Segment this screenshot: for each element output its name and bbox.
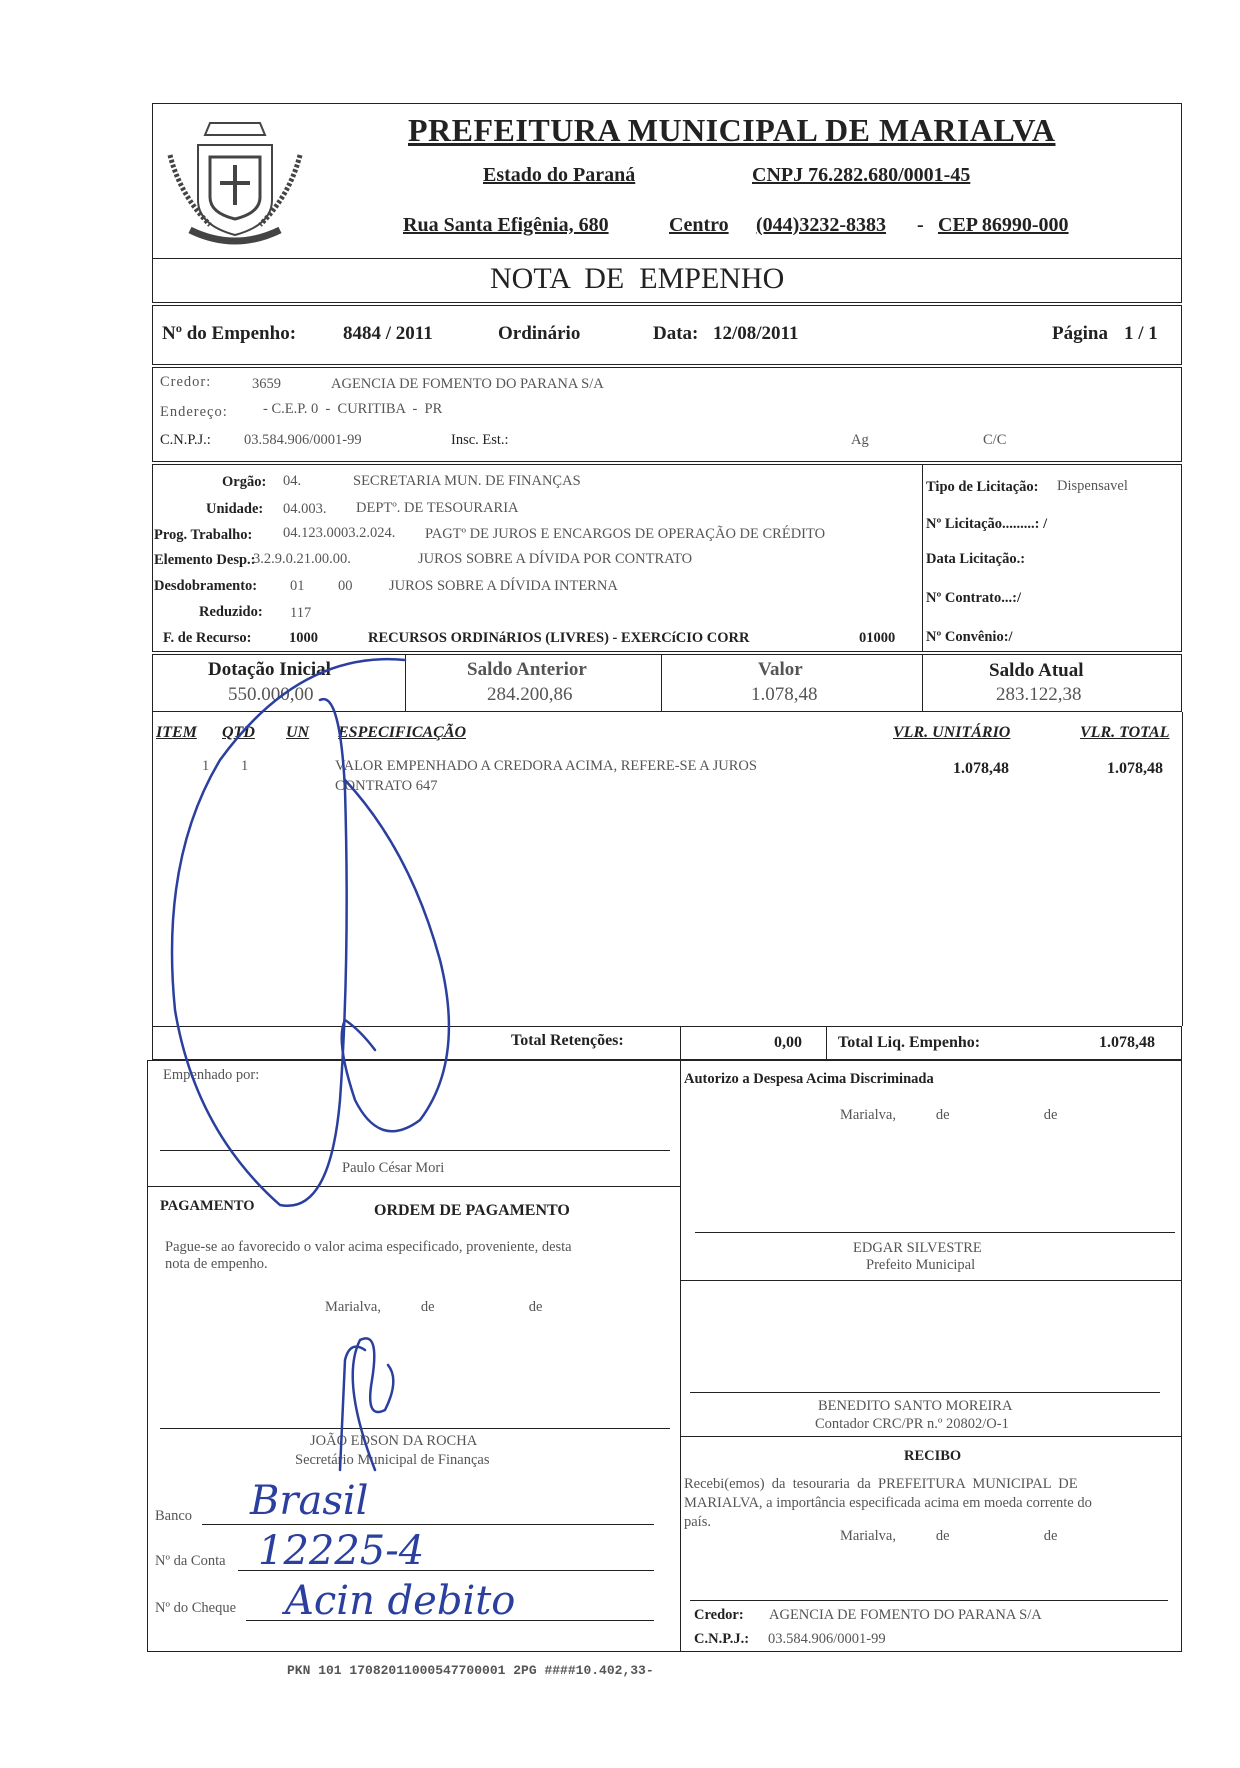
mayor-section-divider [680,1280,1182,1281]
banco-handwritten: Brasil [250,1478,369,1524]
recibo-place-date: Marialva, de de [840,1528,1058,1544]
elemento-label: Elemento Desp.: [154,552,256,568]
document-type-title: NOTA DE EMPENHO [490,262,785,295]
recibo-line-2: MARIALVA, a importância especificada acima em moeda corrente do [684,1495,1092,1511]
elemento-name: JUROS SOBRE A DÍVIDA POR CONTRATO [418,551,693,567]
reduzido-label: Reduzido: [199,604,263,620]
page-number: 1 / 1 [1124,323,1158,344]
orgao-name: SECRETARIA MUN. DE FINANÇAS [353,473,581,489]
date-label: Data: [653,323,699,344]
pagamento-place-date: Marialva, de de [325,1299,543,1315]
banco-line [202,1524,654,1525]
mayor-name: EDGAR SILVESTRE [853,1240,982,1256]
recibo-credor-name: AGENCIA DE FOMENTO DO PARANA S/A [769,1607,1042,1623]
ordem-pagamento-title: ORDEM DE PAGAMENTO [374,1202,570,1219]
total-retencoes-value: 0,00 [774,1034,802,1051]
col-item-header: ITEM [156,724,197,741]
secretary-signature-line [160,1428,670,1429]
empenho-number-label: Nº do Empenho: [162,323,297,344]
footer-code: PKN 101 17082011000547700001 2PG ####10.402,33- [287,1663,654,1678]
row-item: 1 [202,758,210,774]
cc-label: C/C [983,432,1007,448]
saldo-anterior-value: 284.200,86 [487,684,573,705]
accountant-signature-line [690,1392,1160,1393]
header-divider [152,258,1182,259]
conta-handwritten: 12225-4 [258,1528,425,1574]
credor-label: Credor: [160,374,212,390]
prog-trabalho-label: Prog. Trabalho: [154,527,253,543]
desdobramento-name: JUROS SOBRE A DÍVIDA INTERNA [389,578,618,594]
empenho-number: 8484 / 2011 [343,323,433,344]
credor-address: - C.E.P. 0 - CURITIBA - PR [263,401,443,417]
desdobramento-code1: 01 [290,578,305,594]
dotacao-inicial-label: Dotação Inicial [208,659,331,680]
recibo-cnpj: 03.584.906/0001-99 [768,1631,886,1647]
insc-est-label: Insc. Est.: [451,432,509,448]
desdobramento-label: Desdobramento: [154,578,258,594]
accountant-title: Contador CRC/PR n.º 20802/O-1 [815,1416,1009,1432]
row-spec-line2: CONTRATO 647 [335,778,438,794]
empenho-date: 12/08/2011 [713,323,799,344]
empenho-kind: Ordinário [498,323,581,344]
recibo-title: RECIBO [904,1448,962,1464]
header-street: Rua Santa Efigênia, 680 [403,214,609,236]
reduzido-value: 117 [290,605,312,621]
unidade-name: DEPTº. DE TESOURARIA [356,500,519,516]
mayor-title: Prefeito Municipal [866,1257,976,1273]
numero-contrato-label: Nº Contrato...:/ [926,590,1021,606]
pagamento-label: PAGAMENTO [160,1198,255,1214]
credor-name: AGENCIA DE FOMENTO DO PARANA S/A [331,376,604,392]
recurso-name: RECURSOS ORDINáRIOS (LIVRES) - EXERCíCIO CORR [368,630,750,646]
pagamento-divider [147,1186,680,1187]
items-right-border [1182,712,1183,1026]
col-qtd-header: QTD [222,724,255,741]
saldo-anterior-label: Saldo Anterior [467,659,587,680]
desdobramento-code2: 00 [338,578,353,594]
accountant-name: BENEDITO SANTO MOREIRA [818,1398,1013,1414]
balances-divider-2 [661,654,662,712]
recibo-line-3: país. [684,1514,711,1530]
prog-trabalho-code: 04.123.0003.2.024. [283,525,396,541]
header-phone: (044)3232-8383 [756,214,886,236]
cheque-label: Nº do Cheque [155,1600,237,1616]
totals-box [152,1026,1182,1060]
col-spec-header: ESPECIFICAÇÃO [338,724,467,741]
page-label: Página [1052,323,1108,344]
valor-value: 1.078,48 [751,684,818,705]
secretary-title: Secretário Municipal de Finanças [295,1452,490,1468]
recurso-code: 1000 [289,630,318,646]
balances-divider-3 [922,654,923,712]
row-total-value: 1.078,48 [1107,760,1163,777]
credor-cnpj-label: C.N.P.J.: [160,432,211,448]
header-cep: CEP 86990-000 [938,214,1069,236]
pague-line-2: nota de empenho. [165,1256,268,1272]
numero-convenio-label: Nº Convênio:/ [926,629,1013,645]
unidade-label: Unidade: [206,501,264,517]
total-retencoes-label: Total Retenções: [511,1032,624,1049]
credor-cnpj: 03.584.906/0001-99 [244,432,362,448]
recibo-credor-label: Credor: [694,1607,744,1623]
recibo-cnpj-label: C.N.P.J.: [694,1631,750,1647]
header-cnpj: CNPJ 76.282.680/0001-45 [752,164,971,186]
lower-panel-divider [680,1060,681,1652]
tipo-licitacao-value: Dispensavel [1057,478,1128,494]
empenhado-label: Empenhado por: [163,1067,260,1083]
row-spec-line1: VALOR EMPENHADO A CREDORA ACIMA, REFERE-SE A JUROS [335,758,757,774]
saldo-atual-label: Saldo Atual [989,660,1084,681]
header-separator: - [917,214,924,236]
unidade-code: 04.003. [283,501,327,517]
prog-trabalho-name: PAGTº DE JUROS E ENCARGOS DE OPERAÇÃO DE CRÉDITO [425,526,826,542]
header-district: Centro [669,214,729,236]
prefeitura-title: PREFEITURA MUNICIPAL DE MARIALVA [408,112,1056,148]
secretary-name: JOÃO EDSON DA ROCHA [310,1433,478,1449]
data-licitacao-label: Data Licitação.: [926,551,1026,567]
total-liq-label: Total Liq. Empenho: [838,1034,981,1051]
coat-of-arms-logo [160,105,310,255]
accountant-section-divider [680,1436,1182,1437]
orgao-label: Orgão: [222,474,267,490]
banco-label: Banco [155,1508,193,1524]
cheque-handwritten: Acin debito [285,1578,516,1624]
mayor-signature-line [695,1232,1175,1233]
row-unit-value: 1.078,48 [953,760,1009,777]
ag-label: Ag [851,432,869,448]
col-un-header: UN [286,724,310,741]
saldo-atual-value: 283.122,38 [996,684,1082,705]
budget-divider [922,464,923,652]
numero-licitacao-label: Nº Licitação.........: / [926,516,1048,532]
valor-label: Valor [758,659,803,680]
address-label: Endereço: [160,404,228,420]
balances-divider-1 [405,654,406,712]
totals-divider-2 [826,1026,827,1060]
col-unit-header: VLR. UNITÁRIO [893,724,1011,741]
totals-divider-1 [680,1026,681,1060]
elemento-code: 3.2.9.0.21.00.00. [253,551,351,567]
dotacao-inicial-value: 550.000,00 [228,684,314,705]
total-liq-value: 1.078,48 [1099,1034,1155,1051]
pague-line-1: Pague-se ao favorecido o valor acima especificado, proveniente, desta [165,1239,572,1255]
empenhado-name: Paulo César Mori [342,1160,445,1176]
row-qtd: 1 [241,758,249,774]
items-left-border [152,712,153,1026]
empenhado-signature-line [160,1150,670,1151]
col-total-header: VLR. TOTAL [1080,724,1170,741]
recibo-line-1: Recebi(emos) da tesouraria da PREFEITURA MUNICIPAL DE [684,1476,1078,1492]
state-label: Estado do Paraná [483,164,636,186]
conta-label: Nº da Conta [155,1553,226,1569]
recurso-label: F. de Recurso: [163,630,252,646]
recibo-signature-line [690,1600,1168,1601]
recurso-code2: 01000 [859,630,896,646]
autorizo-title: Autorizo a Despesa Acima Discriminada [684,1071,934,1087]
tipo-licitacao-label: Tipo de Licitação: [926,479,1039,495]
credor-code: 3659 [252,376,281,392]
orgao-code: 04. [283,473,302,489]
autorizo-place-date: Marialva, de de [840,1107,1058,1123]
